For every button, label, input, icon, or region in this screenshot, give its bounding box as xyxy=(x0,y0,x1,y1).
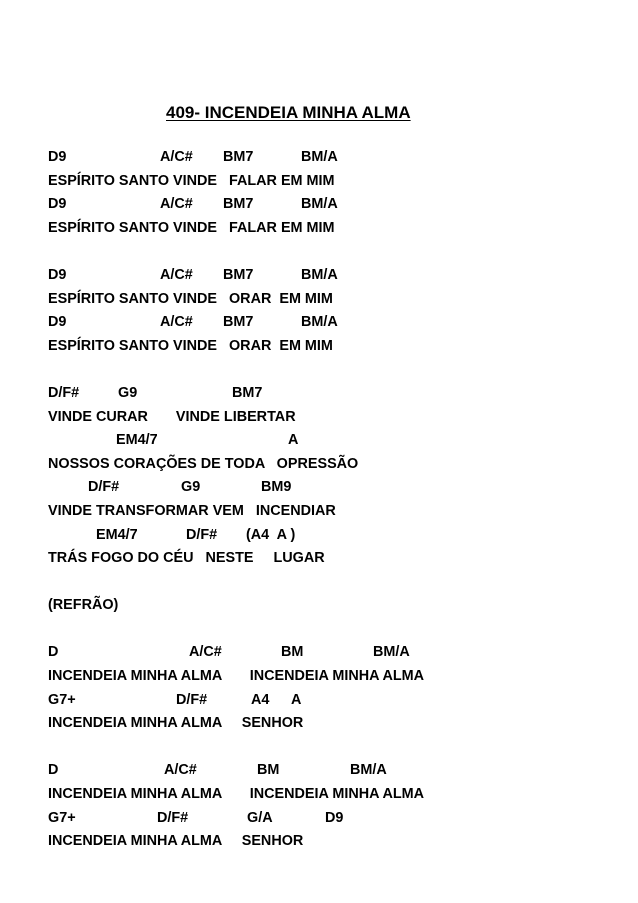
chord-line xyxy=(48,429,424,453)
chord: G/A xyxy=(247,809,273,826)
chord: BM/A xyxy=(301,266,338,283)
chord: D9 xyxy=(48,149,67,165)
chord: BM7 xyxy=(232,384,263,401)
lyric-line xyxy=(48,500,424,524)
chord: G7+ xyxy=(48,809,76,826)
chord-line xyxy=(48,476,424,500)
chord-line xyxy=(48,193,424,217)
lyric-line xyxy=(48,217,424,241)
chord-line xyxy=(48,146,424,170)
chord: BM/A xyxy=(350,762,387,779)
lyric-text: INCENDEIA MINHA ALMA INCENDEIA MINHA ALMA xyxy=(48,668,425,685)
chord: A/C# xyxy=(160,266,193,283)
song-title: 409- INCENDEIA MINHA ALMA xyxy=(166,103,411,122)
chord: A xyxy=(288,432,299,449)
chord: D9 xyxy=(48,314,67,331)
lyric-text: ESPÍRITO SANTO VINDE FALAR EM MIM xyxy=(48,219,335,236)
lyric-line xyxy=(48,665,424,689)
chord-line xyxy=(48,689,424,713)
chord: A/C# xyxy=(164,762,197,779)
lyric-text: INCENDEIA MINHA ALMA INCENDEIA MINHA ALMA xyxy=(48,786,425,803)
chord: EM4/7 xyxy=(116,432,158,449)
chord: D/F# xyxy=(88,479,120,496)
lyric-line xyxy=(48,170,424,194)
chord-line xyxy=(48,382,424,406)
lyric-text: (REFRÃO) xyxy=(48,597,119,614)
chord: D9 xyxy=(325,809,344,826)
blank-line xyxy=(48,618,424,642)
chord: D/F# xyxy=(48,384,80,401)
lyric-line xyxy=(48,547,424,571)
lyric-text: ESPÍRITO SANTO VINDE FALAR EM MIM xyxy=(48,172,335,189)
lyric-line xyxy=(48,406,424,430)
chord: D/F# xyxy=(186,526,218,543)
chord: BM9 xyxy=(261,479,292,496)
chord: BM/A xyxy=(301,196,338,213)
chord: G9 xyxy=(181,479,201,496)
chord: D9 xyxy=(48,196,67,213)
chord: BM7 xyxy=(223,196,254,213)
chord: EM4/7 xyxy=(96,526,138,543)
chord: BM xyxy=(257,762,280,779)
chord: BM/A xyxy=(373,644,410,661)
chord-line xyxy=(48,641,424,665)
lyric-line xyxy=(48,712,424,736)
chord: BM7 xyxy=(223,149,254,165)
chord-line xyxy=(48,311,424,335)
chord: BM7 xyxy=(223,314,254,331)
chord: A4 xyxy=(251,691,270,708)
lyric-text: TRÁS FOGO DO CÉU NESTE LUGAR xyxy=(48,550,325,567)
chord: D/F# xyxy=(157,809,189,826)
chord: A xyxy=(291,691,302,708)
chord: D xyxy=(48,644,59,661)
lyric-text: ESPÍRITO SANTO VINDE ORAR EM MIM xyxy=(48,337,333,354)
chord-line xyxy=(48,264,424,288)
chord: G7+ xyxy=(48,691,76,708)
blank-line xyxy=(48,571,424,595)
chord: D9 xyxy=(48,266,67,283)
chord: BM7 xyxy=(223,266,254,283)
chord: A/C# xyxy=(160,196,193,213)
chord: (A4 A ) xyxy=(246,526,296,543)
chord: G9 xyxy=(118,384,138,401)
chord: BM/A xyxy=(301,314,338,331)
blank-line xyxy=(48,736,424,760)
blank-line xyxy=(48,358,424,382)
chord: D/F# xyxy=(176,691,208,708)
song-body xyxy=(48,146,424,854)
chord: A/C# xyxy=(160,314,193,331)
lyric-line xyxy=(48,453,424,477)
chord-line xyxy=(48,524,424,548)
chord-line xyxy=(48,807,424,831)
lyric-text: VINDE CURAR VINDE LIBERTAR xyxy=(48,408,296,425)
chord: A/C# xyxy=(189,644,222,661)
chord: BM/A xyxy=(301,149,338,165)
lyric-line xyxy=(48,830,424,854)
chord: A/C# xyxy=(160,149,193,165)
lyric-text: VINDE TRANSFORMAR VEM INCENDIAR xyxy=(48,502,336,519)
lyric-text: ESPÍRITO SANTO VINDE ORAR EM MIM xyxy=(48,290,333,307)
chord-line xyxy=(48,759,424,783)
lyric-text: INCENDEIA MINHA ALMA SENHOR xyxy=(48,715,304,732)
chord: D xyxy=(48,762,59,779)
lyric-line xyxy=(48,594,424,618)
lyric-line xyxy=(48,783,424,807)
lyric-line xyxy=(48,288,424,312)
chord: BM xyxy=(281,644,304,661)
lyric-line xyxy=(48,335,424,359)
blank-line xyxy=(48,240,424,264)
lyric-text: INCENDEIA MINHA ALMA SENHOR xyxy=(48,833,304,850)
lyric-text: NOSSOS CORAÇÕES DE TODA OPRESSÃO xyxy=(48,455,359,472)
